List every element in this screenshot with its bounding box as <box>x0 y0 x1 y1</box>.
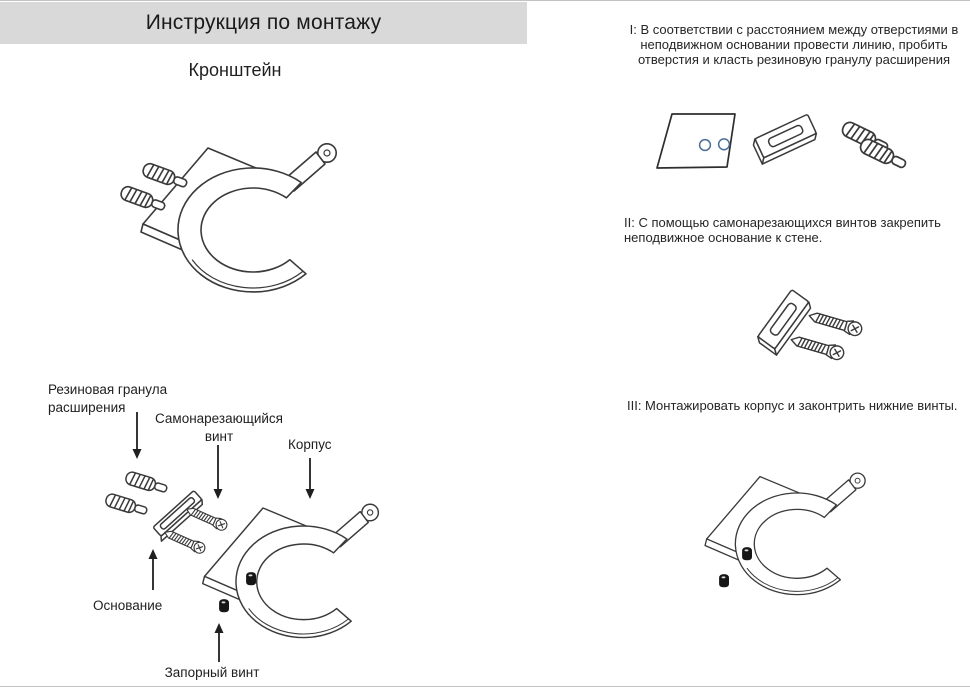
step-1-illustration <box>645 100 945 190</box>
expansion-anchor <box>104 493 148 518</box>
marked-wall-plate <box>657 114 735 168</box>
step-2-text: II: С помощью самонарезающихся винтов закрепить неподвижное основание к стене. <box>624 215 941 246</box>
label-self-tapping-screw: Самонарезающийся винт <box>155 411 283 444</box>
bracket-body <box>141 144 336 292</box>
locking-screw <box>720 575 729 587</box>
product-name: Кронштейн <box>188 60 282 80</box>
label-body: Корпус <box>288 437 332 452</box>
bracket-illustration <box>108 118 360 318</box>
locking-screw <box>743 548 752 560</box>
step-2-illustration <box>738 276 898 381</box>
header-title-bar <box>0 2 527 44</box>
expansion-anchor <box>141 162 188 191</box>
bracket-body <box>705 473 865 594</box>
step-3-illustration <box>688 464 878 614</box>
top-border-line <box>0 0 970 1</box>
page-title: Инструкция по монтажу <box>145 11 382 34</box>
self-tapping-screw <box>807 309 863 337</box>
expansion-anchor <box>124 471 168 496</box>
label-expansion-granule: Резиновая гранула расширения <box>48 382 168 415</box>
mounting-base <box>751 114 818 164</box>
bracket-body <box>203 504 379 637</box>
step-1-text: I: В соответствии с расстоянием между отверстиями в неподвижном основании провести линию, пробить отверстия и класть резиновую гранулу расширения <box>629 22 959 68</box>
self-tapping-screw <box>184 504 228 532</box>
step-3-text: III: Монтажировать корпус и законтрить нижние винты. <box>627 398 958 413</box>
locking-screw <box>220 600 229 612</box>
label-base: Основание <box>93 598 163 613</box>
label-locking-screw: Запорный винт <box>164 665 260 680</box>
expansion-anchor <box>119 185 166 214</box>
self-tapping-screw <box>789 333 845 361</box>
self-tapping-screw <box>162 527 206 555</box>
locking-screw <box>247 573 256 585</box>
